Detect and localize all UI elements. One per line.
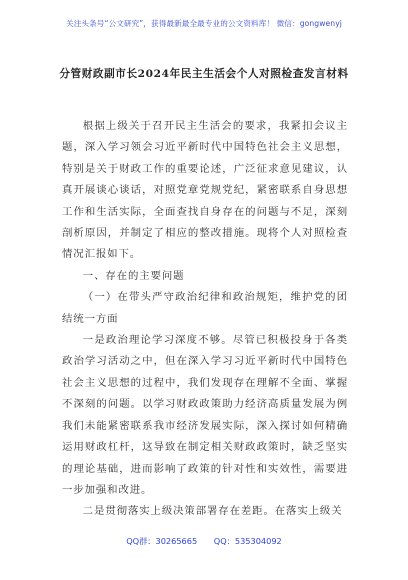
paragraph-point-two: 二是贯彻落实上级决策部署存在差距。在落实上级关 xyxy=(82,505,343,518)
subsection-heading: （一）在带头严守政治纪律和政治规矩，维护党的团结统一方面 xyxy=(62,291,348,325)
footer-contact xyxy=(0,536,408,547)
document-title: 分管财政副市长2024年民主生活会个人对照检查发言材料 xyxy=(59,68,349,80)
qq-number: QQ：535304092 xyxy=(213,536,282,546)
section-heading: 一、存在的主要问题 xyxy=(82,269,185,282)
paragraph-point-one: 一是政治理论学习深度不够。尽管已积极投身于各类政治学习活动之中，但在深入学习习近平新时代中国特色社会主义思想的过程中，我们发现存在理解不全面、掌握不深刻的问题。以学习财政政策助力经济高质量发展为例我们未能紧密联系我市经济发展实际，深入探讨如何精确运用财政杠杆，这导致在制定相关财政政策时，缺乏坚实的理论基础，进而影响了政策的针对性和实效性，需要进一步加强和改进。 xyxy=(62,334,348,496)
paragraph-intro: 根据上级关于召开民主生活会的要求，我紧扣会议主题，深入学习领会习近平新时代中国特色社会主义思想，特别是关于财政工作的重要论述，广泛征求意见建议，认真开展谈心谈话，对照党章党规党纪，紧密联系自身思想工作和生活实际，全面查找自身存在的问题与不足，深刻剖析原因，并制定了相应的整改措施。现将个人对照检查情况汇报如下。 xyxy=(62,120,348,261)
header-banner: 关注头条号“公文研究”，获得最新最全最专业的公文资料库！ 微信：gongwenyj xyxy=(66,19,342,28)
document-body xyxy=(62,116,348,523)
qq-group-number: QQ群：30265665 xyxy=(126,536,198,546)
